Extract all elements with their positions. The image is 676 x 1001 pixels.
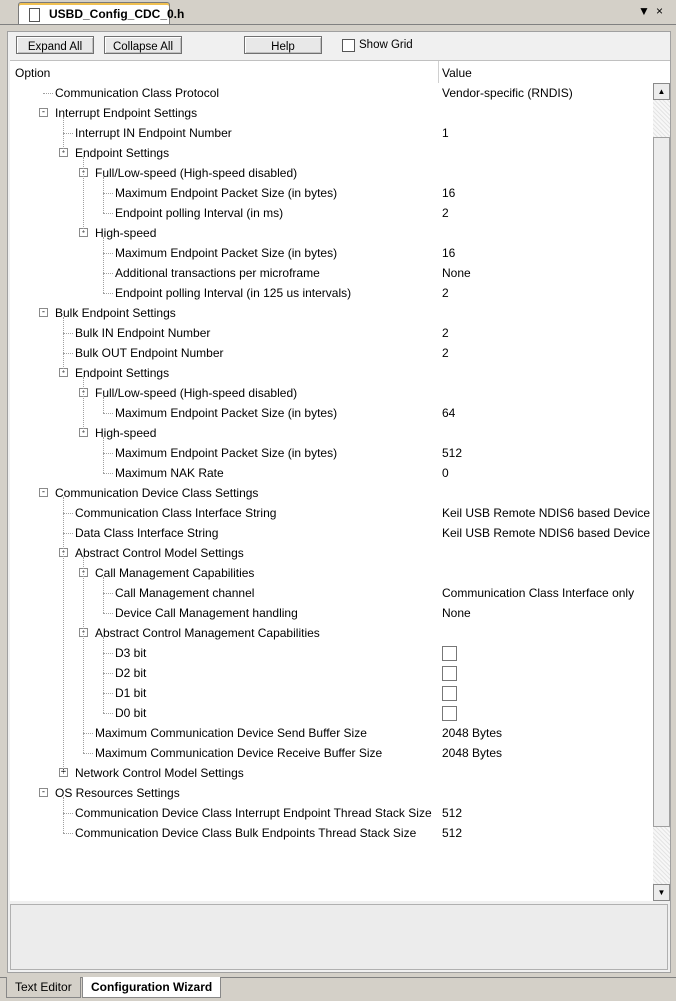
value-checkbox[interactable] (442, 706, 457, 721)
tree-connector (103, 273, 113, 274)
tree-connector (83, 753, 93, 754)
editor-tab-bar (0, 0, 676, 26)
option-label: Communication Class Interface String (75, 506, 277, 520)
tab-text-editor[interactable]: Text Editor (6, 977, 81, 998)
option-label: Maximum Endpoint Packet Size (in bytes) (115, 186, 338, 200)
tree-row[interactable] (10, 163, 653, 183)
tree-row[interactable] (10, 663, 653, 683)
option-value[interactable]: 16 (442, 186, 456, 200)
tree-connector (103, 253, 113, 254)
help-button[interactable]: Help (244, 36, 322, 54)
collapse-icon[interactable]: - (40, 487, 47, 497)
tree-connector (103, 213, 113, 214)
file-tab[interactable] (18, 2, 185, 25)
tree-row[interactable] (10, 363, 653, 383)
option-value[interactable]: 512 (442, 826, 463, 840)
tree-branch-line (103, 437, 104, 473)
tree-row[interactable] (10, 443, 653, 463)
option-label: D3 bit (115, 646, 147, 660)
option-label: Full/Low-speed (High-speed disabled) (95, 166, 298, 180)
option-label: Call Management Capabilities (95, 566, 255, 580)
collapse-icon[interactable]: - (40, 787, 47, 797)
tree-row[interactable] (10, 143, 653, 163)
option-label: Communication Device Class Settings (55, 486, 259, 500)
tree-row[interactable] (10, 383, 653, 403)
option-label: Data Class Interface String (75, 526, 219, 540)
option-value[interactable]: None (442, 606, 471, 620)
tree-connector (103, 293, 113, 294)
tree-branch-line (103, 177, 104, 213)
tree-row[interactable] (10, 463, 653, 483)
expand-all-button[interactable]: Expand All (16, 36, 94, 54)
tree-row[interactable] (10, 823, 653, 843)
tree-row[interactable] (10, 563, 653, 583)
option-label: Device Call Management handling (115, 606, 298, 620)
option-value[interactable]: Communication Class Interface only (442, 586, 635, 600)
tree-row[interactable] (10, 183, 653, 203)
file-tab-name: USBD_Config_CDC_0.h (49, 7, 185, 21)
tree-row[interactable] (10, 263, 653, 283)
option-label: Communication Device Class Bulk Endpoints Thread Stack Size (75, 826, 417, 840)
tree-row[interactable] (10, 423, 653, 443)
option-label: D2 bit (115, 666, 147, 680)
tree-branch-line (63, 317, 64, 373)
vertical-scrollbar[interactable] (653, 83, 670, 901)
option-value[interactable]: 2 (442, 286, 449, 300)
tree-row[interactable] (10, 403, 653, 423)
tree-row[interactable] (10, 523, 653, 543)
option-label: Interrupt IN Endpoint Number (75, 126, 232, 140)
option-value[interactable]: 0 (442, 466, 449, 480)
option-value[interactable]: 64 (442, 406, 456, 420)
tree-row[interactable] (10, 203, 653, 223)
tree-connector (63, 513, 73, 514)
tree-row[interactable] (10, 103, 653, 123)
tree-branch-line (103, 237, 104, 293)
grid-header (10, 61, 670, 83)
tree-connector (103, 413, 113, 414)
scroll-down-icon[interactable]: ▼ (653, 884, 670, 901)
option-label: D0 bit (115, 706, 147, 720)
tree-row[interactable] (10, 603, 653, 623)
description-pane (10, 904, 668, 970)
scroll-thumb[interactable] (653, 137, 670, 827)
collapse-icon[interactable]: - (60, 147, 67, 157)
option-value[interactable]: Vendor-specific (RNDIS) (442, 86, 573, 100)
tree-row[interactable] (10, 323, 653, 343)
tree-connector (103, 673, 113, 674)
tree-row[interactable] (10, 223, 653, 243)
tree-connector (63, 533, 73, 534)
option-label: Endpoint polling Interval (in ms) (115, 206, 284, 220)
option-label: Communication Device Class Interrupt Endpoint Thread Stack Size (75, 806, 432, 820)
tree-row[interactable] (10, 483, 653, 503)
option-value[interactable]: 2048 Bytes (442, 726, 503, 740)
tree-row[interactable] (10, 283, 653, 303)
tree-connector (63, 813, 73, 814)
option-label: Abstract Control Model Settings (75, 546, 244, 560)
option-label: Maximum NAK Rate (115, 466, 224, 480)
tree-row[interactable] (10, 703, 653, 723)
option-label: Endpoint Settings (75, 366, 170, 380)
tree-connector (103, 653, 113, 654)
collapse-icon[interactable]: - (40, 107, 47, 117)
option-value[interactable]: Keil USB Remote NDIS6 based Device (442, 526, 651, 540)
configuration-wizard-panel (7, 31, 671, 973)
tree-connector (103, 593, 113, 594)
tree-connector (103, 613, 113, 614)
tree-row[interactable] (10, 123, 653, 143)
scroll-up-icon[interactable]: ▲ (653, 83, 670, 100)
option-label: Bulk IN Endpoint Number (75, 326, 211, 340)
option-label: Endpoint Settings (75, 146, 170, 160)
tree-row[interactable] (10, 683, 653, 703)
option-label: Communication Class Protocol (55, 86, 220, 100)
tree-row[interactable] (10, 763, 653, 783)
tree-connector (103, 193, 113, 194)
tree-row[interactable] (10, 503, 653, 523)
option-value[interactable]: 16 (442, 246, 456, 260)
tree-branch-line (83, 377, 84, 433)
value-checkbox[interactable] (442, 686, 457, 701)
tree-connector (63, 333, 73, 334)
tree-row[interactable] (10, 83, 653, 103)
tree-connector (63, 833, 73, 834)
option-label: Bulk Endpoint Settings (55, 306, 176, 320)
option-value[interactable]: 512 (442, 446, 463, 460)
option-label: D1 bit (115, 686, 147, 700)
collapse-icon[interactable]: - (40, 307, 47, 317)
tree-branch-line (63, 497, 64, 773)
tree-branch-line (63, 797, 64, 833)
option-label: Abstract Control Management Capabilities (95, 626, 320, 640)
collapse-icon[interactable]: - (80, 627, 87, 637)
tree-connector (83, 733, 93, 734)
option-label: Interrupt Endpoint Settings (55, 106, 198, 120)
option-label: Full/Low-speed (High-speed disabled) (95, 386, 298, 400)
collapse-icon[interactable]: - (80, 427, 87, 437)
option-value[interactable]: 2 (442, 326, 449, 340)
option-column-header: Option (15, 66, 51, 80)
tab-configuration-wizard[interactable]: Configuration Wizard (82, 977, 221, 998)
tree-branch-line (63, 117, 64, 153)
option-value[interactable]: None (442, 266, 471, 280)
tree-connector (103, 453, 113, 454)
tree-row[interactable] (10, 783, 653, 803)
tree-row[interactable] (10, 303, 653, 323)
tree-rows (10, 83, 653, 901)
tree-connector (63, 353, 73, 354)
tree-connector (103, 473, 113, 474)
expand-icon[interactable]: + (60, 767, 67, 777)
tree-row[interactable] (10, 743, 653, 763)
option-value[interactable]: 2 (442, 206, 449, 220)
options-grid (10, 60, 670, 901)
option-label: High-speed (95, 226, 157, 240)
option-label: High-speed (95, 426, 157, 440)
tree-branch-line (83, 157, 84, 233)
option-label: Maximum Endpoint Packet Size (in bytes) (115, 446, 338, 460)
option-label: Call Management channel (115, 586, 255, 600)
tree-row[interactable] (10, 543, 653, 563)
collapse-icon[interactable]: - (80, 567, 87, 577)
tree-branch-line (103, 397, 104, 413)
option-label: Maximum Endpoint Packet Size (in bytes) (115, 246, 338, 260)
option-label: Maximum Endpoint Packet Size (in bytes) (115, 406, 338, 420)
option-label: Maximum Communication Device Receive Buffer Size (95, 746, 383, 760)
show-grid-checkbox[interactable] (342, 39, 355, 52)
option-label: Additional transactions per microframe (115, 266, 320, 280)
option-label: Maximum Communication Device Send Buffer Size (95, 726, 367, 740)
value-column-header: Value (442, 66, 472, 80)
tree-row[interactable] (10, 343, 653, 363)
option-value[interactable]: Keil USB Remote NDIS6 based Device (442, 506, 651, 520)
tree-branch-line (83, 557, 84, 753)
tree-row[interactable] (10, 723, 653, 743)
tree-connector (63, 133, 73, 134)
toolbar (8, 32, 670, 58)
tree-row[interactable] (10, 803, 653, 823)
collapse-icon[interactable]: - (60, 547, 67, 557)
option-value[interactable]: 1 (442, 126, 449, 140)
tree-row[interactable] (10, 623, 653, 643)
value-checkbox[interactable] (442, 646, 457, 661)
option-value[interactable]: 2 (442, 346, 449, 360)
option-value[interactable]: 2048 Bytes (442, 746, 503, 760)
option-label: Endpoint polling Interval (in 125 us intervals) (115, 286, 352, 300)
collapse-all-button[interactable]: Collapse All (104, 36, 182, 54)
collapse-icon[interactable]: - (80, 167, 87, 177)
close-icon[interactable]: × (656, 4, 664, 18)
option-label: Bulk OUT Endpoint Number (75, 346, 224, 360)
collapse-icon[interactable]: - (80, 387, 87, 397)
option-label: Network Control Model Settings (75, 766, 244, 780)
tree-row[interactable] (10, 583, 653, 603)
tree-connector (43, 93, 53, 94)
collapse-icon[interactable]: - (60, 367, 67, 377)
bottom-tab-bar (0, 977, 676, 1001)
tree-connector (103, 693, 113, 694)
tree-branch-line (103, 577, 104, 613)
collapse-icon[interactable]: - (80, 227, 87, 237)
tree-branch-line (103, 637, 104, 713)
show-grid-label: Show Grid (359, 39, 413, 51)
value-checkbox[interactable] (442, 666, 457, 681)
option-value[interactable]: 512 (442, 806, 463, 820)
tree-connector (103, 713, 113, 714)
tree-row[interactable] (10, 643, 653, 663)
option-label: OS Resources Settings (55, 786, 180, 800)
tab-dropdown-icon[interactable]: ▼ (638, 4, 650, 18)
tree-row[interactable] (10, 243, 653, 263)
file-icon (29, 8, 40, 22)
